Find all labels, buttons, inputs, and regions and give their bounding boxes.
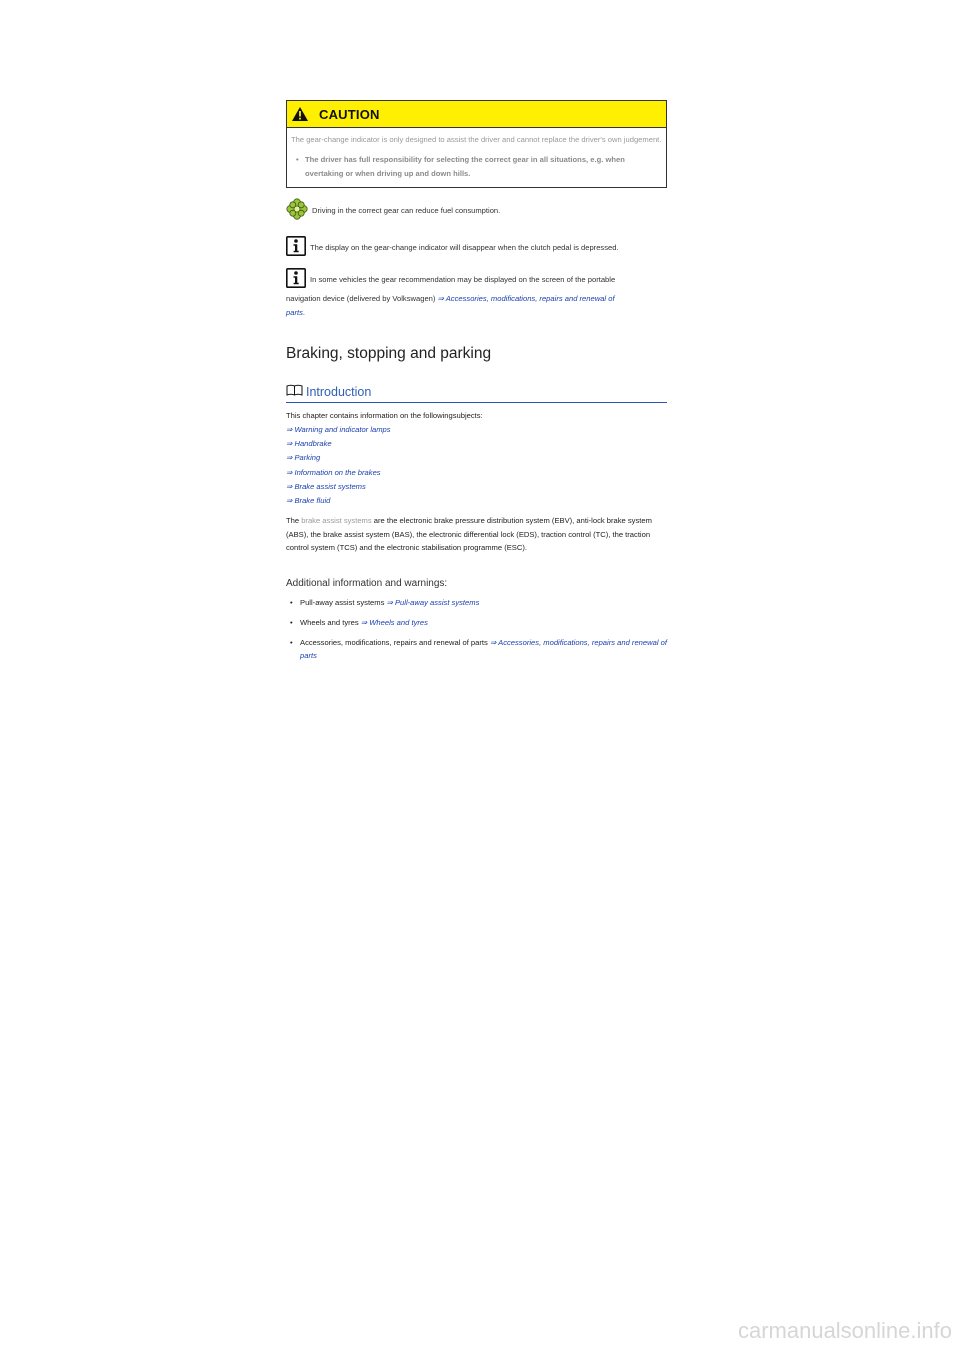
introduction-header [286, 382, 667, 403]
brake-assist-link[interactable]: ⇒ Brake assist systems [286, 481, 366, 491]
caution-title: CAUTION [319, 106, 380, 122]
warning-triangle-icon [291, 106, 309, 122]
info-icon [286, 268, 306, 293]
book-icon [286, 383, 303, 401]
info-icon [286, 236, 306, 261]
additional-info-title: Additional information and warnings: [286, 577, 448, 589]
watermark [0, 1318, 960, 1344]
info-note-text: The display on the gear-change indicator will disappear when the clutch pedal is depressed. [310, 243, 619, 252]
caution-intro: The gear-change indicator is only designed to assist the driver and cannot replace the driver's own judgement. [291, 135, 662, 144]
warning-lamps-link[interactable]: ⇒ Warning and indicator lamps [286, 425, 391, 434]
wheels-tyres-link[interactable]: ⇒ Wheels and tyres [360, 617, 428, 627]
caution-body [287, 128, 666, 187]
caution-header [287, 101, 666, 128]
introduction-lead: This chapter contains information on the followingsubjects: [286, 411, 483, 420]
manual-page [286, 100, 667, 669]
info-note-navigation [286, 269, 667, 320]
introduction-title: Introduction [306, 385, 372, 399]
eco-flower-icon [286, 198, 308, 225]
additional-info-list [286, 596, 667, 662]
brake-fluid-link[interactable]: ⇒ Brake fluid [286, 495, 331, 505]
pull-away-assist-link[interactable]: ⇒ Pull-away assist systems [386, 597, 480, 607]
list-item [286, 616, 667, 629]
eco-note [286, 200, 667, 222]
list-item [286, 596, 667, 609]
info-note-end: . [302, 308, 306, 317]
caution-box [286, 100, 667, 188]
caution-bullet: • The driver has full responsibility for selecting the correct gear in all situations, e.g. when overtaking or when driving up and down hills. [291, 153, 662, 181]
handbrake-link[interactable]: ⇒ Handbrake [286, 439, 332, 449]
info-note-text-cont: navigation device (delivered by Volkswagen) [286, 294, 438, 303]
accessories-link[interactable]: ⇒ Accessories, modifications, repairs and renewal of [437, 294, 615, 303]
introduction-content [286, 409, 667, 508]
list-item [286, 636, 667, 662]
section-title: Braking, stopping and parking [286, 345, 492, 362]
list-item-text: Pull-away assist systems [300, 597, 387, 607]
parking-link[interactable]: ⇒ Parking [286, 453, 321, 463]
watermark-text: carmanualsonline.info [737, 1318, 952, 1343]
brakes-info-link[interactable]: ⇒ Information on the brakes [286, 467, 381, 477]
accessories-link-cont[interactable]: parts [286, 308, 303, 317]
list-item-text: Wheels and tyres [300, 617, 361, 627]
info-note [286, 237, 667, 259]
brake-assist-term: brake assist systems [301, 516, 372, 526]
brake-systems-paragraph [286, 514, 667, 555]
info-note-text: In some vehicles the gear recommendation may be displayed on the screen of the portable [310, 275, 616, 284]
list-item-text: Accessories, modifications, repairs and renewal of parts [300, 637, 490, 647]
para-text: The [286, 516, 302, 526]
para-text: are the electronic brake pressure distribution system (EBV), anti-lock brake system (ABS), the brake assist system (BAS), the electronic differential lock (EDS), traction control (TC), the traction control system (TCS) and the electronic stabilisation programme (ESC). [286, 516, 652, 553]
accessories-repairs-link[interactable]: ⇒ Accessories, modifications, repairs and renewal of parts [300, 637, 667, 660]
eco-note-text: Driving in the correct gear can reduce fuel consumption. [312, 206, 501, 215]
caution-bullets [291, 153, 662, 181]
